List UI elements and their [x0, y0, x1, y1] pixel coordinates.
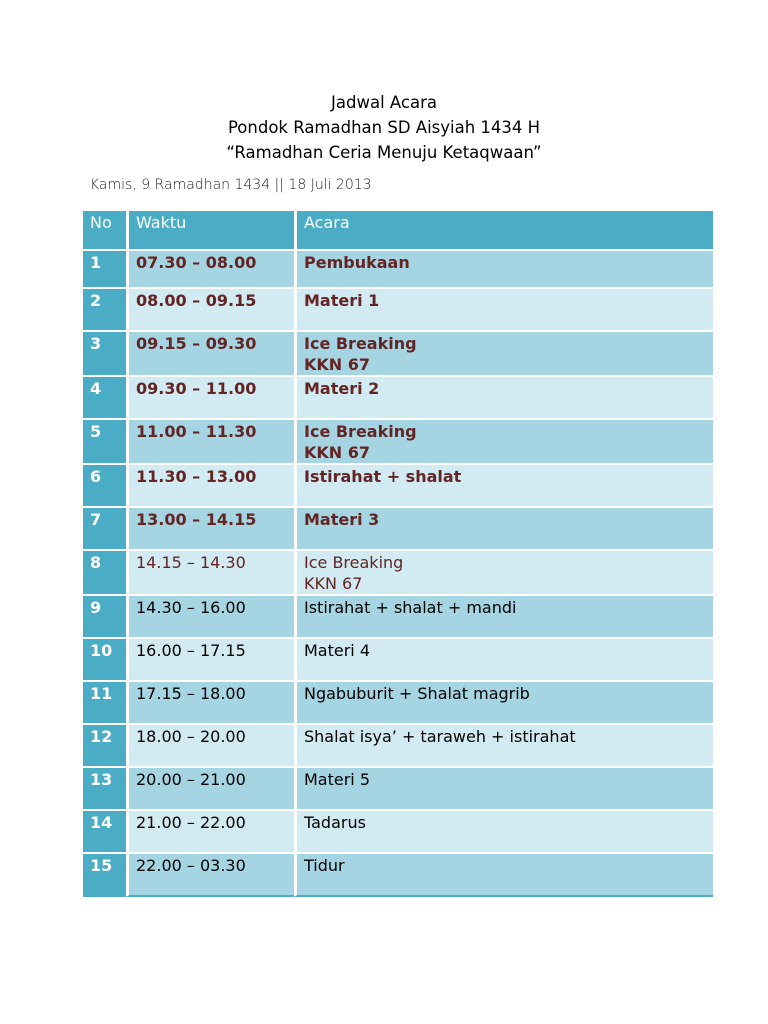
- table-row: [83, 809, 713, 852]
- table-row: [83, 418, 713, 463]
- row-time: 11.30 – 13.00: [126, 463, 294, 506]
- table-row: [83, 506, 713, 549]
- row-time: 09.30 – 11.00: [126, 375, 294, 418]
- row-time: 14.15 – 14.30: [126, 549, 294, 594]
- row-number: 2: [83, 287, 126, 330]
- activity-line: Ice Breaking: [304, 334, 417, 353]
- row-number: 6: [83, 463, 126, 506]
- table-row: [83, 287, 713, 330]
- document-title: Jadwal Acara: [331, 93, 437, 112]
- row-time: 21.00 – 22.00: [126, 809, 294, 852]
- row-time: 14.30 – 16.00: [126, 594, 294, 637]
- activity-line: Ice Breaking: [304, 553, 404, 572]
- document-theme: “Ramadhan Ceria Menuju Ketaqwaan”: [226, 143, 542, 162]
- row-number: 4: [83, 375, 126, 418]
- table-row: [83, 680, 713, 723]
- activity-line: Materi 3: [304, 510, 380, 529]
- row-activity: [294, 809, 713, 852]
- table-row: [83, 594, 713, 637]
- activity-line: KKN 67: [304, 443, 371, 462]
- table-row: [83, 463, 713, 506]
- activity-line: Ice Breaking: [304, 422, 417, 441]
- row-time: 17.15 – 18.00: [126, 680, 294, 723]
- row-activity: [294, 723, 713, 766]
- row-time: 16.00 – 17.15: [126, 637, 294, 680]
- table-row: [83, 549, 713, 594]
- table-row: [83, 766, 713, 809]
- row-number: 3: [83, 330, 126, 375]
- activity-line: Pembukaan: [304, 253, 410, 272]
- activity-line: Tidur: [304, 856, 345, 875]
- activity-line: Materi 1: [304, 291, 380, 310]
- row-activity: [294, 418, 713, 463]
- column-header-waktu: Waktu: [126, 211, 294, 249]
- row-activity: [294, 549, 713, 594]
- schedule-table: [83, 211, 713, 897]
- table-row: [83, 330, 713, 375]
- row-number: 8: [83, 549, 126, 594]
- table-row: [83, 637, 713, 680]
- table-row: [83, 375, 713, 418]
- row-activity: [294, 506, 713, 549]
- row-activity: [294, 637, 713, 680]
- activity-line: Materi 5: [304, 770, 371, 789]
- row-number: 5: [83, 418, 126, 463]
- activity-line: Tadarus: [304, 813, 366, 832]
- table-row: [83, 723, 713, 766]
- row-activity: [294, 680, 713, 723]
- table-row: [83, 249, 713, 287]
- row-number: 12: [83, 723, 126, 766]
- row-time: 11.00 – 11.30: [126, 418, 294, 463]
- row-activity: [294, 287, 713, 330]
- row-activity: [294, 375, 713, 418]
- column-header-no: No: [83, 211, 126, 249]
- row-time: 13.00 – 14.15: [126, 506, 294, 549]
- row-number: 11: [83, 680, 126, 723]
- row-number: 7: [83, 506, 126, 549]
- row-activity: [294, 463, 713, 506]
- row-time: 08.00 – 09.15: [126, 287, 294, 330]
- row-number: 13: [83, 766, 126, 809]
- row-activity: [294, 852, 713, 897]
- column-header-acara: Acara: [294, 211, 713, 249]
- row-time: 22.00 – 03.30: [126, 852, 294, 897]
- row-number: 9: [83, 594, 126, 637]
- row-time: 09.15 – 09.30: [126, 330, 294, 375]
- row-activity: [294, 766, 713, 809]
- table-header-row: [83, 211, 713, 249]
- row-time: 18.00 – 20.00: [126, 723, 294, 766]
- row-number: 10: [83, 637, 126, 680]
- row-number: 15: [83, 852, 126, 897]
- row-time: 07.30 – 08.00: [126, 249, 294, 287]
- activity-line: Istirahat + shalat: [304, 467, 462, 486]
- activity-line: Materi 2: [304, 379, 380, 398]
- activity-line: KKN 67: [304, 574, 363, 593]
- activity-line: Ngabuburit + Shalat magrib: [304, 684, 530, 703]
- row-number: 14: [83, 809, 126, 852]
- row-time: 20.00 – 21.00: [126, 766, 294, 809]
- activity-line: Materi 4: [304, 641, 371, 660]
- row-activity: [294, 330, 713, 375]
- table-row: [83, 852, 713, 897]
- row-activity: [294, 249, 713, 287]
- activity-line: Shalat isya’ + taraweh + istirahat: [304, 727, 576, 746]
- activity-line: Istirahat + shalat + mandi: [304, 598, 517, 617]
- row-number: 1: [83, 249, 126, 287]
- document-subtitle: Pondok Ramadhan SD Aisyiah 1434 H: [227, 118, 541, 137]
- activity-line: KKN 67: [304, 355, 371, 374]
- date-line: Kamis, 9 Ramadhan 1434 || 18 Juli 2013: [90, 177, 372, 193]
- row-activity: [294, 594, 713, 637]
